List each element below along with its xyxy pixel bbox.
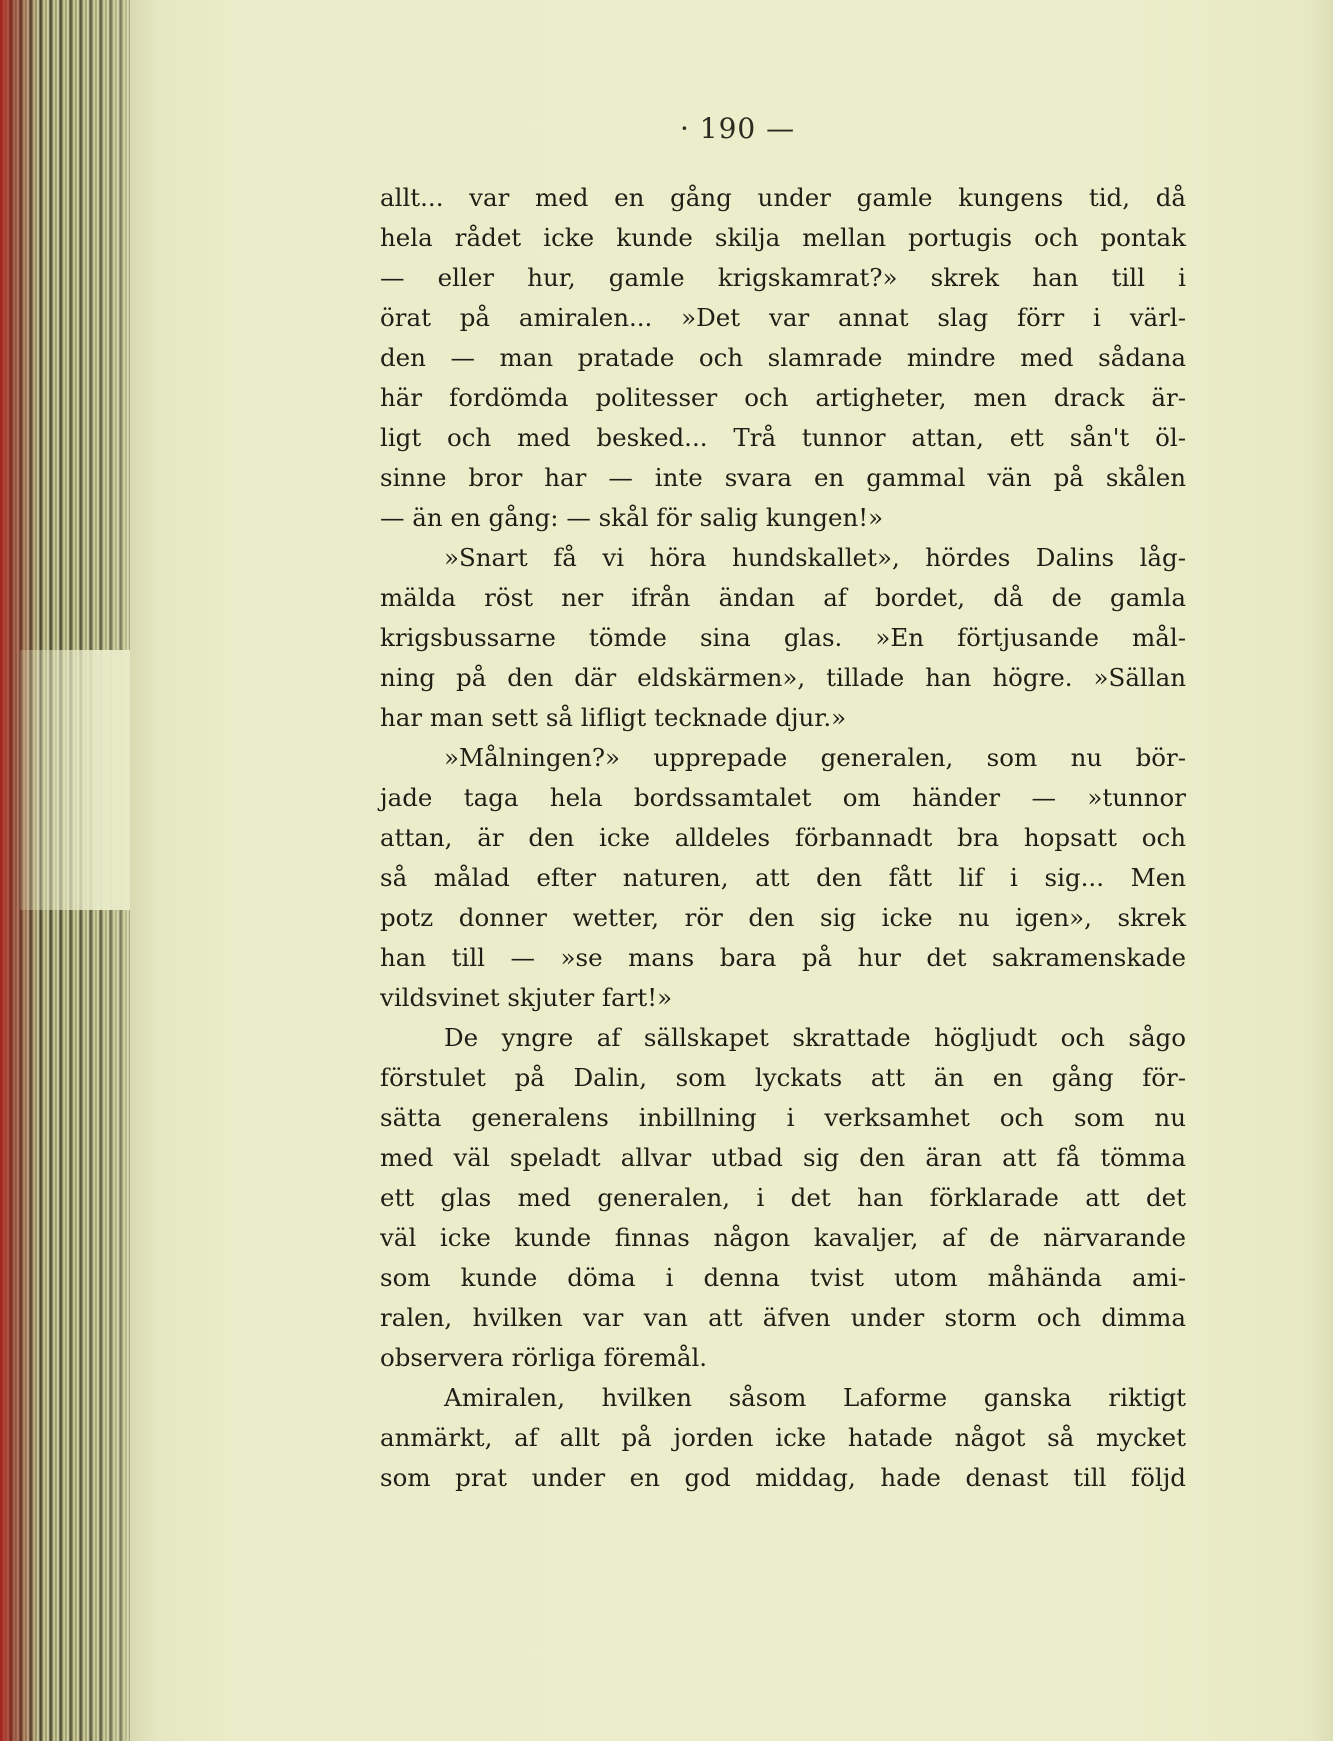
text-line: den — man pratade och slamrade mindre med sådana bbox=[380, 343, 1186, 372]
text-line: jade taga hela bordssamtalet om händer — »tunnor bbox=[380, 783, 1186, 812]
text-line: som prat under en god middag, hade denast till följd bbox=[380, 1463, 1186, 1492]
text-line: han till — »se mans bara på hur det sakramenskade bbox=[380, 943, 1186, 972]
text-line: attan, är den icke alldeles förbannadt bra hopsatt och bbox=[380, 823, 1186, 852]
paragraph-first-line: Amiralen, hvilken såsom Laforme ganska riktigt bbox=[444, 1383, 1186, 1412]
text-line: här fordömda politesser och artigheter, men drack är- bbox=[380, 383, 1186, 412]
paragraph-first-line: »Snart få vi höra hundskallet», hördes Dalins låg- bbox=[444, 543, 1186, 572]
paragraph-first-line: »Målningen?» upprepade generalen, som nu bör- bbox=[444, 743, 1186, 772]
text-line: ligt och med besked... Trå tunnor attan, ett sån't öl- bbox=[380, 423, 1186, 452]
text-line: ralen, hvilken var van att äfven under storm och dimma bbox=[380, 1303, 1186, 1332]
text-line: hela rådet icke kunde skilja mellan portugis och pontak bbox=[380, 223, 1186, 252]
text-line: anmärkt, af allt på jorden icke hatade något så mycket bbox=[380, 1423, 1186, 1452]
text-line: observera rörliga föremål. bbox=[380, 1343, 708, 1372]
text-line: mälda röst ner ifrån ändan af bordet, då de gamla bbox=[380, 583, 1186, 612]
text-line: har man sett så lifligt tecknade djur.» bbox=[380, 703, 847, 732]
body-text bbox=[380, 178, 1186, 1498]
paragraph-first-line: De yngre af sällskapet skrattade högljudt och sågo bbox=[444, 1023, 1186, 1052]
text-line: som kunde döma i denna tvist utom måhända ami- bbox=[380, 1263, 1186, 1292]
text-line: örat på amiralen... »Det var annat slag förr i värl- bbox=[380, 303, 1186, 332]
text-line: — eller hur, gamle krigskamrat?» skrek han till i bbox=[380, 263, 1186, 292]
text-line: vildsvinet skjuter fart!» bbox=[380, 983, 673, 1012]
text-line: ning på den där eldskärmen», tillade han högre. »Sällan bbox=[380, 663, 1186, 692]
text-line: potz donner wetter, rör den sig icke nu igen», skrek bbox=[380, 903, 1186, 932]
text-line: med väl speladt allvar utbad sig den äran att få tömma bbox=[380, 1143, 1186, 1172]
text-line: ett glas med generalen, i det han förklarade att det bbox=[380, 1183, 1186, 1212]
text-line: så målad efter naturen, att den fått lif i sig... Men bbox=[380, 863, 1186, 892]
page-number: · 190 — bbox=[680, 112, 796, 145]
text-line: — än en gång: — skål för salig kungen!» bbox=[380, 503, 884, 532]
text-line: väl icke kunde finnas någon kavaljer, af de närvarande bbox=[380, 1223, 1186, 1252]
text-line: sätta generalens inbillning i verksamhet och som nu bbox=[380, 1103, 1186, 1132]
scan-margin bbox=[1333, 0, 1343, 1741]
text-line: sinne bror har — inte svara en gammal vän på skålen bbox=[380, 463, 1186, 492]
text-line: förstulet på Dalin, som lyckats att än en gång för- bbox=[380, 1063, 1186, 1092]
text-line: krigsbussarne tömde sina glas. »En förtjusande mål- bbox=[380, 623, 1186, 652]
text-line: allt... var med en gång under gamle kungens tid, då bbox=[380, 183, 1186, 212]
